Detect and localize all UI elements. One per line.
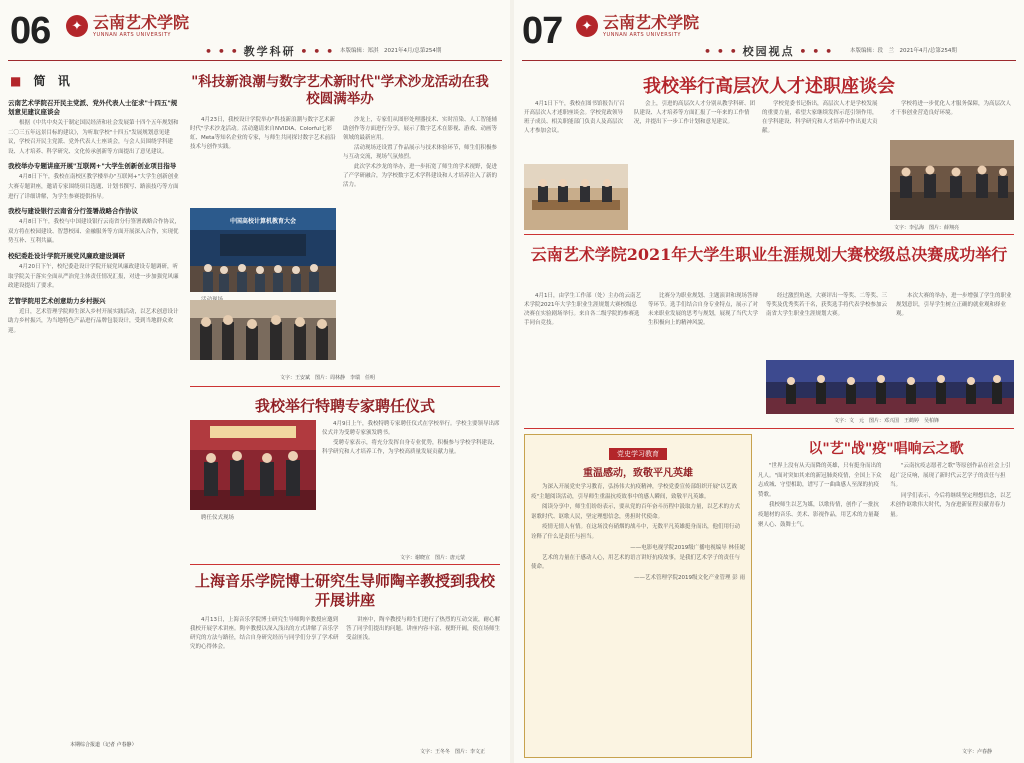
- paragraph: 为深入开展党史学习教育，弘扬伟大抗疫精神，学校党委宣传部组织开展"以艺战疫"主题阅读活动，引导师生重温抗疫故事中的感人瞬间，致敬平凡英雄。: [531, 484, 738, 500]
- header-rule: [8, 60, 502, 61]
- paragraph: 疫情无情人有情。在这场没有硝烟的战斗中，无数平凡英雄挺身而出，他们用行动诠释了什么是责任与担当。: [531, 524, 741, 540]
- masthead-name: 云南艺术学院: [93, 13, 190, 32]
- article-body: [346, 616, 500, 744]
- paragraph: 讲座中，陶辛教授与师生们进行了热烈的互动交流，耐心解答了同学们提出的问题。讲座内容丰富、视野开阔，使在场师生受益匪浅。: [346, 617, 500, 641]
- article-body: [758, 462, 882, 750]
- brief-credit: 本期综合报道（记者 卢春静）: [70, 742, 137, 748]
- paragraph: "云南抗疫志愿者之歌"等原创作品在社会上引起广泛反响，展现了新时代云艺学子的责任与担当。: [890, 463, 1011, 489]
- poster-text: 中国高校计算机教育大会: [229, 218, 296, 225]
- paragraph: 会上，引进的高层次人才分别从教学科研、团队建设、人才培养等方面汇报了一年来的工作情况，并提出下一步工作计划和意见建议。: [634, 101, 756, 125]
- paragraph: 艺术的力量在于感动人心，用艺术的语言讲好抗疫故事，是我们艺术学子的责任与使命。: [531, 554, 741, 571]
- byline: 文字：卢春静: [962, 749, 993, 755]
- brief-text: 4月20日下午，校纪委赴设计学院开展党风廉政建设专题调研，听取学院关于落实全面从严治党主体责任情况汇报，对进一步加强党风廉政建设提出了要求。: [8, 263, 179, 290]
- byline: 文字：谢晓宣 图片：唐元蒙: [400, 555, 466, 561]
- page-header: [514, 0, 1024, 58]
- divider: [190, 564, 500, 565]
- brief-text: 4月8日下午，我校与中国建设银行云南省分行签署战略合作协议，双方将在校园建设、智慧校园、金融服务等方面开展深入合作，实现优势互补、互利共赢。: [8, 219, 180, 245]
- masthead-name: 云南艺术学院: [603, 13, 700, 32]
- article-body: [890, 100, 1014, 140]
- brief-text: 4月8日下午，我校在南校区教学楼举办"互联网+"大学生创新创业大赛专题讲座，邀请专家围绕项目选题、计划书撰写、路演技巧等方面进行了详细讲解，为学生参赛提供指导。: [8, 174, 179, 200]
- paragraph: 沙龙上，专家们从图形处理器技术、实时渲染、人工智能辅助创作等方面进行分享，展示了数字艺术在影视、游戏、动画等领域的最新应用。: [343, 117, 498, 141]
- article-body: [190, 116, 336, 208]
- party-tag: 党史学习教育: [609, 448, 667, 460]
- byline: 文字：文 元 图片：邓兴国 王鹤婷 吴柏锋: [834, 418, 940, 424]
- masthead-en: YUNNAN ARTS UNIVERSITY: [93, 32, 171, 38]
- party-title: 重温感动，致敬平凡英雄: [583, 468, 693, 479]
- paragraph: 阅读分享中，师生们纷纷表示，要从党的百年奋斗历程中汲取力量，以艺术的方式讴歌时代、讴歌人民，坚定理想信念，勇担时代使命。: [531, 504, 741, 520]
- paragraph: 此次学术沙龙的举办，进一步拓宽了师生的学术视野，促进了产学研融合，为学校数字艺术学科建设和人才培养注入了新的活力。: [343, 164, 498, 188]
- article-body: [524, 292, 642, 364]
- university-seal-icon: ✦: [576, 15, 598, 37]
- article-body: [322, 420, 500, 550]
- article-title: 以"艺"战"疫"唱响云之歌: [808, 441, 964, 457]
- masthead-logo: [66, 14, 189, 38]
- byline: 文字：王冬冬 图片：李文正: [420, 749, 486, 755]
- brief-heading: 云南艺术学院召开民主党派、党外代表人士征求"十四五"规划意见建议座谈会: [8, 99, 178, 116]
- paragraph: 经过激烈角逐，大赛评出一等奖、二等奖、三等奖及优秀奖若干名，获奖选手将代表学校参加云南省大学生职业生涯规划大赛。: [766, 293, 888, 317]
- right-page: [514, 0, 1024, 763]
- brief-heading: 艺管学院用艺术创意助力乡村振兴: [8, 296, 106, 305]
- page-number: 06: [10, 10, 51, 52]
- photo-caption: [190, 514, 316, 554]
- article-title: 上海音乐学院博士研究生导师陶辛教授到我校开展讲座: [194, 572, 495, 609]
- article-body: [890, 462, 1014, 750]
- paragraph: 活动现场还设置了作品展示与技术体验环节，师生们积极参与互动交流，现场气氛热烈。: [343, 145, 498, 160]
- party-history-box: [524, 434, 752, 758]
- brief-heading: 校纪委赴设计学院开展党风廉政建设调研: [8, 251, 125, 260]
- section-name: • • • 校园视点 • • •: [704, 45, 834, 58]
- brief-heading: 我校举办专题讲座开展"互联网+"大学生创新创业项目指导: [8, 162, 177, 171]
- paragraph: 学校党委书记指出，高层次人才是学校发展的重要力量，希望大家继续发挥示范引领作用，在学科建设、科学研究和人才培养中作出更大贡献。: [762, 101, 878, 134]
- brief-text: 近日，艺术管理学院师生深入乡村开展实践活动，以艺术创意设计助力乡村振兴，为当地特色产品进行品牌包装设计，受到当地群众欢迎。: [8, 308, 179, 334]
- contest-photo: [766, 360, 1014, 414]
- page-number: 07: [522, 10, 563, 52]
- credit: ——电影电视学院2019级广播电视编导 林佳妮: [630, 544, 745, 551]
- brief-column: [8, 66, 180, 756]
- paragraph: "世界上没有从天而降的英雄，只有挺身而出的凡人。"面对突如其来的新冠肺炎疫情，全国上下众志成城、守望相助，谱写了一曲曲感人至深的抗疫赞歌。: [758, 463, 882, 498]
- left-page: [0, 0, 510, 763]
- byline: 文字：王安斌 图片：周林静 李瑞 任明: [280, 375, 376, 381]
- divider: [190, 386, 500, 387]
- article-title: 我校举行特聘专家聘任仪式: [254, 397, 435, 415]
- section-name: • • • 教学科研 • • •: [205, 45, 335, 58]
- byline: 文字：李弘海 图片：薛翔亮: [894, 225, 960, 231]
- article-title: 云南艺术学院2021年大学生职业生涯规划大赛校级总决赛成功举行: [530, 245, 1008, 264]
- university-seal-icon: ✦: [66, 15, 88, 37]
- paragraph: 同学们表示，今后将继续坚定理想信念，以艺术创作讴歌伟大时代，为奋进新征程贡献青春力量。: [890, 492, 1012, 518]
- issue-meta: 本版编辑：段 兰 2021年4月/总第254期: [850, 48, 957, 54]
- ceremony-photo: [190, 420, 316, 510]
- meeting-photo: [890, 140, 1014, 220]
- divider: [524, 428, 1014, 429]
- article-body: [766, 292, 890, 358]
- party-body: [525, 483, 751, 763]
- event-photo: [190, 300, 336, 360]
- page-header: [0, 0, 510, 58]
- brief-text: 根据《中共中央关于制定国民经济和社会发展第十四个五年规划和二〇三五年远景目标的建议》，为听取学校"十四五"发展规划意见建议，学校召开民主党派、党外代表人士座谈会，与会人员围绕学科建设、人才培养、科学研究、文化传承创新等方面提出了意见建议。: [8, 120, 179, 155]
- article-title: 我校举行高层次人才述职座谈会: [643, 76, 895, 97]
- party-tag-wrap: [525, 441, 751, 460]
- header-rule: [522, 60, 1016, 61]
- brief-title: ■ 简 讯: [10, 74, 74, 88]
- paragraph: 4月13日，上海音乐学院博士研究生导师陶辛教授应邀到我校开展学术讲座。陶辛教授以深入浅出的方式讲解了音乐学研究的方法与路径，结合自身研究经历与同学们分享了学术研究的心得体会。: [190, 617, 339, 650]
- paragraph: 4月23日，我校设计学院举办"科技新浪潮与数字艺术新时代"学术沙龙活动。活动邀请来自NVIDIA、Colorful七彩虹、Meta等知名企业的专家，与师生共同探讨数字艺术前沿技术与创作实践。: [190, 117, 336, 150]
- paragraph: 本次大赛的举办，进一步增强了学生的职业规划意识，引导学生树立正确的就业观和择业观。: [896, 293, 1012, 317]
- article-body: [762, 100, 882, 232]
- event-photo: [190, 208, 336, 292]
- caption: 聘任仪式现场: [201, 515, 235, 521]
- paragraph: 4月1日，由学生工作部（处）主办的云南艺术学院2021年大学生职业生涯规划大赛校级总决赛在实验剧场举行。来自各二级学院的参赛选手同台竞技。: [524, 293, 641, 326]
- paragraph: 学校将进一步优化人才服务保障，为高层次人才干事创业营造良好环境。: [890, 101, 1012, 116]
- paragraph: 我校师生以艺为媒，以歌传情，创作了一批抗疫题材的音乐、美术、影视作品，用艺术的力量凝聚人心、鼓舞士气。: [758, 502, 880, 528]
- brief-heading: 我校与建设银行云南省分行签署战略合作协议: [8, 207, 138, 216]
- paragraph: 4月1日下午，我校在图书馆报告厅召开高层次人才述职座谈会。学校党政领导班子成员、相关职能部门负责人及高层次人才参加会议。: [524, 101, 625, 134]
- issue-meta: 本版编辑：郑淇 2021年4月/总第254期: [340, 48, 442, 54]
- paragraph: 比赛分为职业规划、主题演讲和现场答辩等环节。选手们结合自身专业特点，展示了对未来职业发展的思考与规划，展现了当代大学生积极向上的精神风貌。: [648, 293, 759, 326]
- article-body: [634, 100, 756, 232]
- article-body: [896, 292, 1014, 358]
- credit: ——艺术管理学院2019级文化产业管理 彭 雨: [634, 574, 745, 581]
- article-body: [343, 116, 499, 362]
- article-body: [648, 292, 760, 364]
- article-body: [190, 616, 340, 752]
- masthead-logo: [576, 14, 699, 38]
- article-title: "科技新浪潮与数字艺术新时代"学术沙龙活动在我校圆满举办: [191, 74, 489, 107]
- paragraph: 受聘专家表示，将充分发挥自身专业优势，积极参与学校学科建设、科学研究和人才培养工作，为学校高质量发展贡献力量。: [322, 440, 499, 455]
- divider: [524, 234, 1014, 235]
- paragraph: 4月9日上午，我校特聘专家聘任仪式在学校举行。学校主要领导出席仪式并为受聘专家颁发聘书。: [322, 421, 500, 436]
- meeting-photo: [524, 164, 628, 230]
- masthead-en: YUNNAN ARTS UNIVERSITY: [603, 32, 681, 38]
